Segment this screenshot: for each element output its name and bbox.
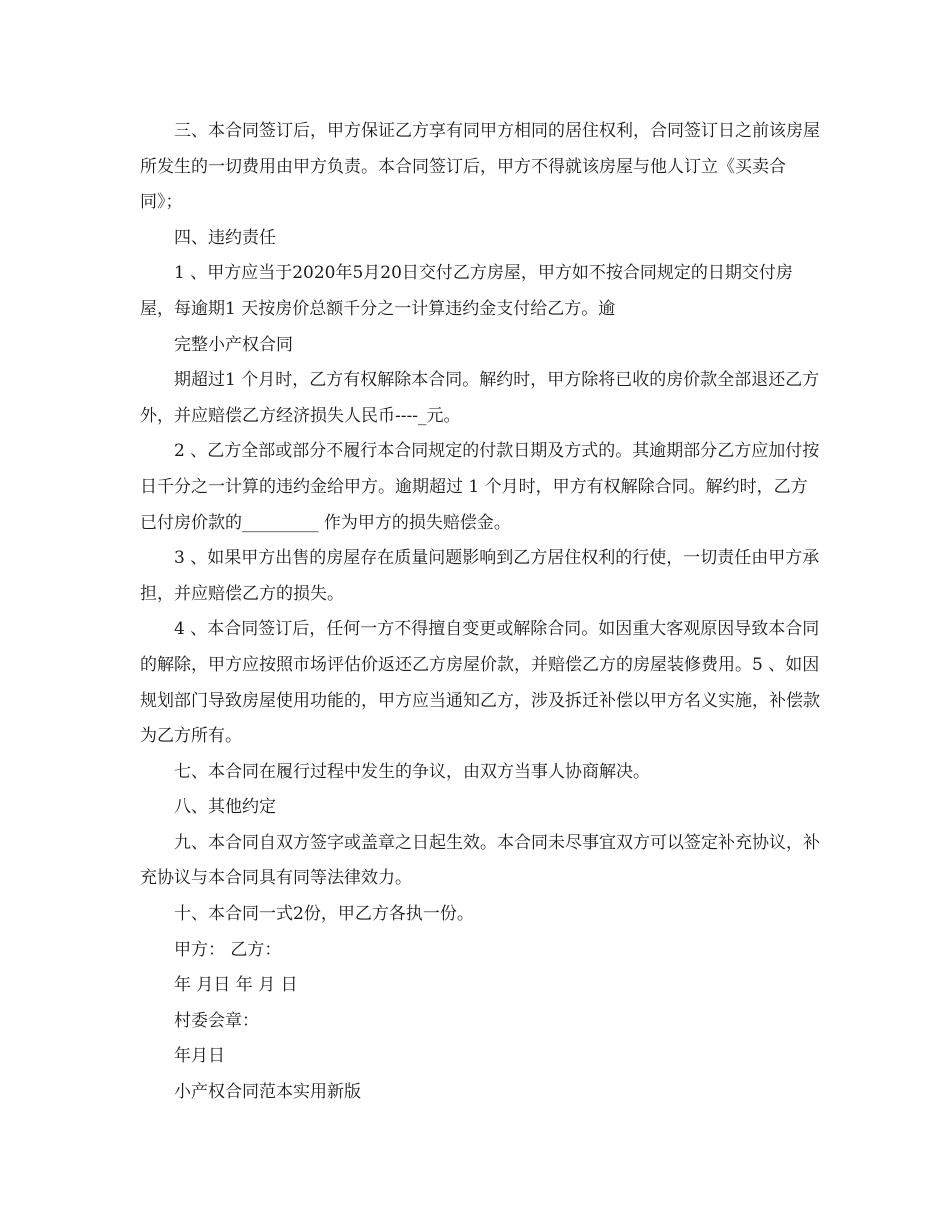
document-footer-title: 小产权合同范本实用新版: [174, 1082, 361, 1103]
breach-item-3: 3 、如果甲方出售的房屋存在质量问题影响到乙方居住权利的行使，一切责任由甲方承担，并应赔偿乙方的损失。: [140, 548, 820, 604]
document-body: [140, 114, 824, 1111]
running-header-title: 完整小产权合同: [174, 334, 293, 355]
seal-date: 年月日: [174, 1046, 225, 1067]
clause-eight: 八、其他约定: [174, 797, 276, 818]
clause-nine: 九、本合同自双方签字或盖章之日起生效。本合同未尽事宜双方可以签定补充协议，补充协议与本合同具有同等法律效力。: [140, 832, 820, 889]
village-committee-seal: 村委会章：: [174, 1010, 259, 1031]
clause-three: 三、本合同签订后，甲方保证乙方享有同甲方相同的居住权利，合同签订日之前该房屋所发生的一切费用由甲方负责。本合同签订后，甲方不得就该房屋与他人订立《买卖合同》；: [140, 121, 820, 213]
breach-item-1: 1 、甲方应当于2020年5月20日交付乙方房屋，甲方如不按合同规定的日期交付房屋，每逾期1 天按房价总额千分之一计算违约金支付给乙方。逾: [140, 263, 793, 319]
breach-item-2: 2 、乙方全部或部分不履行本合同规定的付款日期及方式的。其逾期部分乙方应加付按日千分之一计算的违约金给甲方。逾期超过 1 个月时，甲方有权解除合同。解约时，乙方已付房价款的_________ 作为甲方的损失赔偿金。: [140, 441, 820, 533]
signature-parties: 甲方： 乙方：: [174, 939, 282, 960]
clause-seven: 七、本合同在履行过程中发生的争议，由双方当事人协商解决。: [174, 761, 650, 782]
signature-dates: 年 月日 年 月 日: [174, 975, 298, 996]
breach-item-4: 4 、本合同签订后，任何一方不得擅自变更或解除合同。如因重大客观原因导致本合同的解除，甲方应按照市场评估价返还乙方房屋价款，并赔偿乙方的房屋装修费用。5 、如因规划部门导致房屋使用功能的，甲方应当通知乙方，涉及拆迁补偿以甲方名义实施，补偿款为乙方所有。: [140, 619, 820, 747]
section-breach-heading: 四、违约责任: [174, 227, 276, 248]
clause-ten: 十、本合同一式2份，甲乙方各执一份。: [174, 904, 474, 925]
breach-item-1-continued: 期超过1 个月时，乙方有权解除本合同。解约时，甲方除将已收的房价款全部退还乙方外，并应赔偿乙方经济损失人民币----_元。: [140, 370, 820, 426]
